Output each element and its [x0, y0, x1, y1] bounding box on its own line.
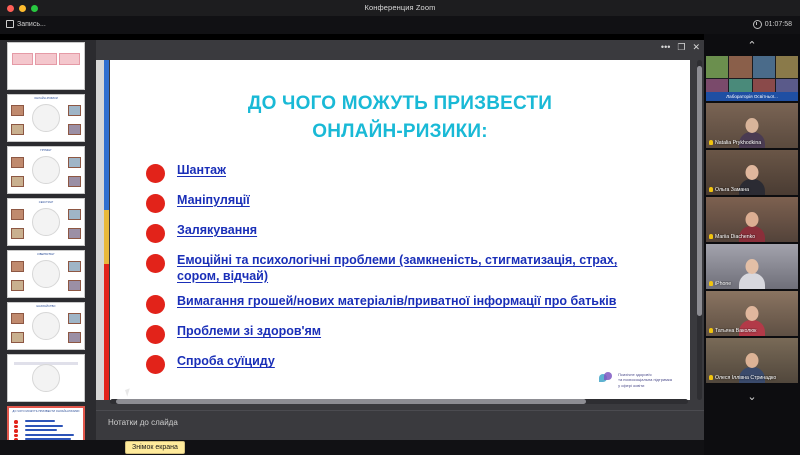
- bullet-label: Емоційні та психологічні проблеми (замкненість, стигматизація, страх, сором, відчай): [177, 253, 618, 283]
- participant-tile-tatyana[interactable]: [706, 291, 798, 336]
- recording-label: Запись...: [17, 20, 46, 28]
- list-item: [146, 324, 690, 344]
- meeting-timer: [753, 20, 792, 29]
- participant-name: Лабораторія Освітньої...: [706, 92, 798, 101]
- participant-tile-olga[interactable]: [706, 150, 798, 195]
- bullet-icon: [146, 164, 165, 183]
- thumbnail-slide-3[interactable]: [7, 146, 85, 194]
- bullet-label: Проблеми зі здоров'ям: [177, 324, 322, 339]
- thumbnail-lines: [25, 420, 79, 440]
- bullet-icon: [146, 355, 165, 374]
- thumbnail-title: КІБЕРБУЛІНГ: [37, 253, 55, 256]
- mic-muted-icon: [709, 281, 713, 286]
- list-item: [146, 193, 690, 213]
- list-item: [146, 163, 690, 183]
- mic-muted-icon: [709, 375, 713, 380]
- horizontal-scrollbar[interactable]: [110, 399, 688, 404]
- bullet-icon: [146, 325, 165, 344]
- thumbnail-slide-2[interactable]: [7, 94, 85, 142]
- participant-name: Ольга Замана: [709, 187, 795, 193]
- list-item: [146, 223, 690, 243]
- slide-title-line-2: ОНЛАЙН-РИЗИКИ:: [312, 120, 488, 142]
- mic-muted-icon: [709, 328, 713, 333]
- thumbnail-title: ОНЛАЙН-РИЗИКИ: [34, 97, 58, 100]
- bullet-icon: [146, 224, 165, 243]
- window-title: Конференция Zoom: [364, 3, 436, 12]
- bullet-label: Залякування: [177, 223, 258, 238]
- bullet-icon: [146, 254, 165, 273]
- thumbnail-circle: [32, 364, 60, 392]
- restore-window-icon[interactable]: ❐: [677, 42, 686, 52]
- thumbnail-title: СЕКСТИНГ: [38, 201, 54, 204]
- participant-tile-olesya[interactable]: [706, 338, 798, 383]
- bullet-icon: [146, 295, 165, 314]
- slide-canvas[interactable]: [110, 60, 690, 400]
- slide-bullet-list: [146, 163, 690, 374]
- participant-name: iPhone: [709, 281, 795, 287]
- participant-tile-mariia[interactable]: [706, 197, 798, 242]
- bullet-label: Маніпуляції: [177, 193, 250, 208]
- vertical-scrollbar[interactable]: [697, 60, 702, 400]
- thumbnail-circle: [32, 104, 60, 132]
- more-options-icon[interactable]: •••: [660, 42, 671, 52]
- recording-indicator[interactable]: [6, 20, 46, 28]
- bullet-label: Спроба суїциду: [177, 354, 275, 369]
- thumbnail-title: ШАХРАЙСТВО: [36, 305, 56, 308]
- notes-placeholder: Нотатки до слайда: [108, 418, 178, 427]
- participant-tile-iphone[interactable]: [706, 244, 798, 289]
- mic-muted-icon: [709, 140, 713, 145]
- logo-line-1: Психічне здоров'я: [618, 371, 652, 377]
- bullet-label: Шантаж: [177, 163, 226, 178]
- thumbnail-title: ГРУМІНГ: [40, 149, 52, 152]
- participant-tile-natalia[interactable]: [706, 103, 798, 148]
- zoom-top-bar: [0, 16, 800, 35]
- mic-muted-icon: [709, 187, 713, 192]
- thumbnail-slide-5[interactable]: [7, 250, 85, 298]
- participant-name: Mariia Diachenko: [709, 234, 795, 240]
- thumbnail-slide-4[interactable]: [7, 198, 85, 246]
- bullet-icon: [146, 194, 165, 213]
- close-slide-icon[interactable]: ✕: [692, 42, 700, 52]
- participant-video-rail: [704, 34, 800, 455]
- participant-tile-gallery[interactable]: [706, 56, 798, 101]
- list-item: [146, 294, 690, 314]
- heart-leaf-icon: [599, 372, 614, 387]
- scroll-thumb[interactable]: [116, 399, 586, 404]
- participant-name: Олеся Іллівна Стринадко: [709, 375, 795, 381]
- logo-line-2: та психосоціальна підтримка: [618, 377, 672, 383]
- bottom-bar: [0, 440, 704, 455]
- thumbnail-circle: [32, 312, 60, 340]
- scroll-up-icon[interactable]: ⌃: [747, 39, 757, 52]
- thumbnail-slide-7[interactable]: [7, 354, 85, 402]
- logo-line-3: у сфері освіти: [618, 382, 645, 388]
- timer-value: 01:07:58: [764, 21, 792, 28]
- thumbnail-slide-6[interactable]: [7, 302, 85, 350]
- slide-window-controls[interactable]: [661, 43, 700, 52]
- clock-icon: [753, 20, 762, 29]
- snapshot-button[interactable]: Знімок екрана: [125, 441, 185, 454]
- logo-caption: [618, 372, 672, 388]
- list-item: [146, 253, 690, 284]
- slide-notes-area[interactable]: [96, 410, 704, 440]
- color-strip: [104, 60, 109, 400]
- thumbnail-bullets: [14, 420, 18, 440]
- record-stop-icon[interactable]: [6, 20, 14, 28]
- window-titlebar: [0, 0, 800, 16]
- bullet-label: Вимагання грошей/нових матеріалів/приватної інформації про батьків: [177, 294, 617, 309]
- presentation-editor: [96, 40, 704, 440]
- thumbnail-title: ДО ЧОГО МОЖУТЬ ПРИЗВЕСТИ ОНЛАЙН-РИЗИКИ: [12, 410, 80, 413]
- thumbnail-content: [12, 53, 80, 65]
- thumbnail-circle: [32, 156, 60, 184]
- scroll-thumb[interactable]: [697, 66, 702, 316]
- participant-name: Татьяна Ваколюк: [709, 328, 795, 334]
- thumbnail-circle: [32, 208, 60, 236]
- thumbnail-circle: [32, 260, 60, 288]
- slide-logo: [599, 372, 672, 388]
- slide-thumbnail-panel[interactable]: [0, 40, 96, 440]
- participant-name: Natalia Prykhodkina: [709, 140, 795, 146]
- vertical-ruler: [96, 60, 104, 400]
- scroll-down-icon[interactable]: ⌄: [747, 390, 757, 403]
- thumbnail-slide-8[interactable]: [7, 406, 85, 440]
- thumbnail-slide-1[interactable]: [7, 42, 85, 90]
- slide-title: [136, 90, 664, 145]
- mic-muted-icon: [709, 234, 713, 239]
- slide-title-line-1: ДО ЧОГО МОЖУТЬ ПРИЗВЕСТИ: [247, 93, 553, 114]
